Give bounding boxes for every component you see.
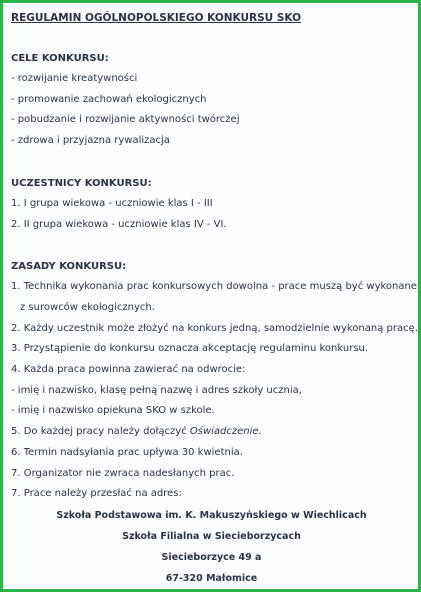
- uczestnicy-item: 2. II grupa wiekowa - uczniowie klas IV - VI.: [11, 218, 227, 230]
- uczestnicy-item: 1. I grupa wiekowa - uczniowie klas I - III: [11, 197, 213, 209]
- oswiadczenie-emphasis: Oświadczenie.: [189, 426, 262, 438]
- zasady-item: 6. Termin nadsyłania prac upływa 30 kwietnia.: [11, 446, 243, 458]
- address-line: Siecieborzyce 49 a: [161, 551, 262, 563]
- cele-item: - rozwijanie kreatywności: [11, 73, 138, 84]
- uczestnicy-heading: UCZESTNICY KONKURSU:: [11, 177, 152, 189]
- zasady-item5-text: 5. Do każdej pracy należy dołączyć: [11, 426, 190, 438]
- address-line: Szkoła Podstawowa im. K. Makuszyńskiego w Wiechlicach: [56, 509, 367, 521]
- cele-item: - promowanie zachowań ekologicznych: [11, 93, 207, 105]
- document-title: REGULAMIN OGÓLNOPOLSKIEGO KONKURSU SKO: [11, 12, 302, 24]
- address-block: [11, 505, 412, 589]
- section-zasady: [11, 257, 418, 505]
- zasady-heading: ZASADY KONKURSU:: [11, 261, 127, 273]
- zasady-item: 7. Organizator nie zwraca nadesłanych prac.: [11, 467, 235, 479]
- zasady-item: 4. Każda praca powinna zawierać na odwrocie:: [11, 364, 246, 376]
- document-content: [11, 9, 418, 589]
- zasady-item: 2. Każdy uczestnik może złożyć na konkurs jedną, samodzielnie wykonaną pracę.: [11, 322, 418, 334]
- section-cele: [11, 49, 412, 152]
- address-line: 67-320 Małomice: [165, 572, 258, 584]
- zasady-item: [11, 422, 412, 443]
- section-uczestnicy: [11, 174, 412, 235]
- address-line: Szkoła Filialna w Siecieborzycach: [122, 530, 301, 542]
- zasady-subitem: - imię i nazwisko opiekuna SKO w szkole.: [11, 405, 215, 417]
- cele-heading: CELE KONKURSU:: [11, 53, 109, 64]
- zasady-item-continuation: z surowców ekologicznych.: [20, 301, 155, 313]
- zasady-subitem: - imię i nazwisko, klasę pełną nazwę i adres szkoły ucznia,: [11, 384, 302, 396]
- cele-item: - zdrowa i przyjazna rywalizacja: [11, 135, 170, 147]
- zasady-item: 3. Przystąpienie do konkursu oznacza akceptację regulaminu konkursu.: [11, 343, 369, 355]
- zasady-item: 7. Prace należy przesłać na adres:: [11, 488, 182, 500]
- cele-item: - pobudzanie i rozwijanie aktywności twórczej: [11, 114, 240, 126]
- zasady-item: 1. Technika wykonania prac konkursowych dowolna - prace muszą być wykonane: [11, 281, 418, 293]
